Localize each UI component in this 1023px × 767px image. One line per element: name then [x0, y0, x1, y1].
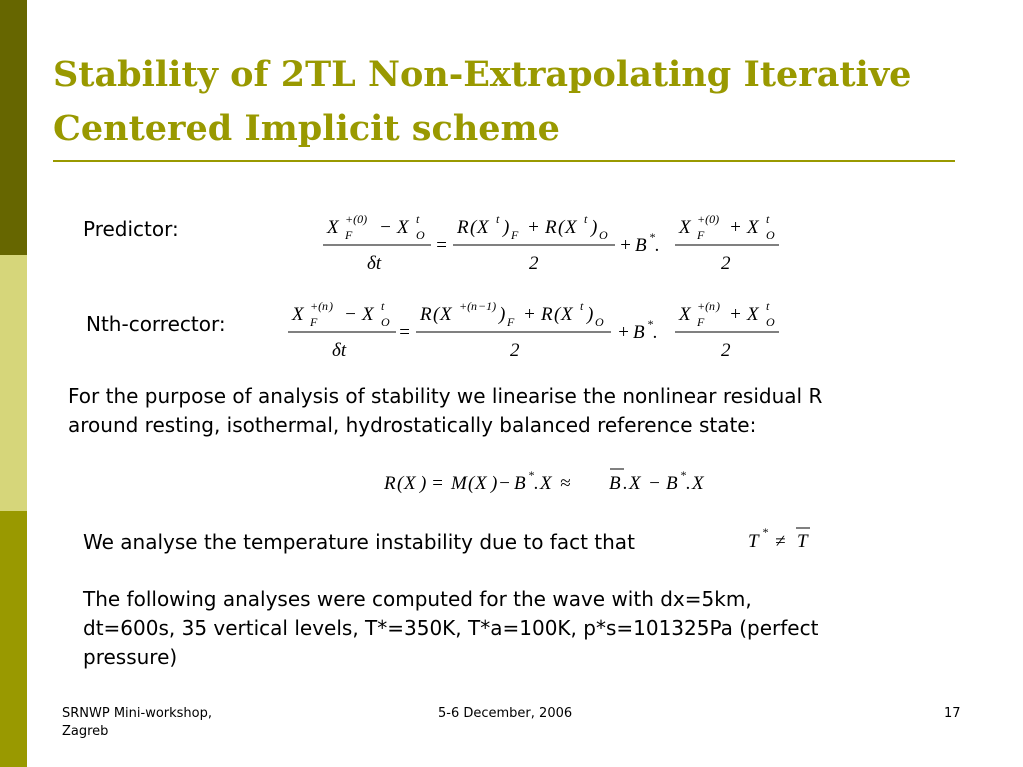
svg-text:X: X — [561, 304, 573, 325]
slide-title-line-1: Stability of 2TL Non-Extrapolating Iterative — [53, 54, 912, 95]
svg-text:(: ( — [468, 473, 475, 494]
svg-text:X: X — [692, 473, 704, 494]
svg-text:X: X — [477, 217, 489, 238]
footer-event — [62, 705, 212, 741]
sidebar-band-olive — [0, 511, 27, 767]
svg-text:*: * — [762, 525, 768, 539]
svg-text:*: * — [649, 230, 655, 244]
svg-text:O: O — [766, 315, 775, 329]
svg-text:X: X — [747, 217, 759, 238]
svg-text:+: + — [523, 304, 536, 325]
svg-text:−: − — [498, 473, 511, 494]
svg-text:t: t — [416, 212, 420, 226]
svg-text:+: + — [619, 235, 632, 256]
analyses-paragraph — [83, 585, 818, 672]
svg-text:(: ( — [433, 304, 440, 325]
svg-text:(: ( — [397, 473, 404, 494]
svg-text:): ) — [503, 217, 510, 238]
footer-event-line-1: SRNWP Mini-workshop, — [62, 706, 213, 721]
svg-text:X: X — [679, 304, 691, 325]
svg-text:(: ( — [554, 304, 561, 325]
svg-text:+(0): +(0) — [345, 212, 368, 226]
svg-text:δt: δt — [367, 253, 382, 274]
svg-text:B: B — [633, 322, 645, 343]
svg-text:X: X — [327, 217, 339, 238]
svg-text:R: R — [420, 304, 432, 325]
svg-text:X: X — [440, 304, 452, 325]
svg-text:−: − — [379, 217, 392, 238]
svg-text:O: O — [416, 228, 425, 242]
linearised-residual-equation — [378, 463, 728, 499]
sidebar-decoration — [0, 0, 27, 767]
svg-text:F: F — [697, 228, 705, 242]
svg-text:.: . — [623, 473, 628, 494]
corrector-equation — [280, 292, 795, 364]
svg-text:+(: +( — [459, 299, 472, 313]
svg-text:M: M — [451, 473, 467, 494]
footer-event-line-2: Zagreb — [62, 724, 109, 739]
svg-text:+: + — [617, 322, 630, 343]
svg-text:): ) — [329, 299, 333, 313]
svg-text:X: X — [292, 304, 304, 325]
svg-text:*: * — [528, 468, 534, 482]
svg-text:−1): −1) — [478, 299, 497, 313]
svg-text:F: F — [511, 228, 519, 242]
slide-title — [53, 48, 973, 156]
svg-text:(: ( — [470, 217, 477, 238]
footer-date: 5-6 December, 2006 — [438, 706, 573, 721]
svg-text:=: = — [398, 322, 411, 343]
linearisation-line-1: For the purpose of analysis of stability we linearise the nonlinear residual R — [68, 384, 823, 408]
svg-text:t: t — [381, 299, 385, 313]
svg-text:): ) — [499, 304, 506, 325]
svg-text:O: O — [381, 315, 390, 329]
svg-text:.: . — [653, 322, 658, 343]
svg-text:t: t — [584, 212, 588, 226]
title-underline — [53, 160, 955, 162]
svg-text:T: T — [748, 531, 759, 552]
svg-text:R: R — [384, 473, 396, 494]
svg-text:X: X — [679, 217, 691, 238]
svg-text:t: t — [766, 212, 770, 226]
svg-text:≠: ≠ — [775, 531, 786, 552]
svg-text:): ) — [491, 473, 498, 494]
temperature-paragraph — [83, 528, 635, 557]
svg-text:.: . — [686, 473, 691, 494]
svg-text:X: X — [747, 304, 759, 325]
svg-text:X: X — [540, 473, 552, 494]
sidebar-band-light — [0, 255, 27, 511]
linearisation-paragraph — [68, 382, 822, 440]
predictor-label: Predictor: — [83, 217, 179, 241]
slide-title-line-2: Centered Implicit scheme — [53, 108, 560, 149]
svg-text:B: B — [514, 473, 526, 494]
svg-text:X: X — [397, 217, 409, 238]
svg-text:X: X — [404, 473, 416, 494]
svg-text:F: F — [507, 315, 515, 329]
svg-text:=: = — [435, 235, 448, 256]
svg-text:+: + — [729, 304, 742, 325]
svg-text:B: B — [635, 235, 647, 256]
svg-text:F: F — [310, 315, 318, 329]
svg-text:*: * — [680, 468, 686, 482]
svg-text:+: + — [729, 217, 742, 238]
corrector-label: Nth-corrector: — [86, 312, 226, 336]
svg-text:R: R — [545, 217, 557, 238]
svg-text:): ) — [587, 304, 594, 325]
analyses-line-3: pressure) — [83, 645, 178, 669]
svg-text:=: = — [431, 473, 444, 494]
svg-text:B: B — [609, 473, 621, 494]
svg-text:2: 2 — [510, 340, 520, 361]
svg-text:−: − — [344, 304, 357, 325]
linearisation-line-2: around resting, isothermal, hydrostatically balanced reference state: — [68, 413, 757, 437]
temperature-inequality — [742, 522, 822, 556]
svg-text:n: n — [471, 299, 477, 313]
svg-text:*: * — [647, 317, 653, 331]
analyses-line-1: The following analyses were computed for the wave with dx=5km, — [83, 587, 752, 611]
svg-text:t: t — [496, 212, 500, 226]
sidebar-band-dark — [0, 0, 27, 255]
svg-text:2: 2 — [529, 253, 539, 274]
svg-text:≈: ≈ — [560, 473, 571, 494]
svg-text:X: X — [629, 473, 641, 494]
svg-text:R: R — [457, 217, 469, 238]
svg-text:(: ( — [558, 217, 565, 238]
svg-text:R: R — [541, 304, 553, 325]
svg-text:): ) — [420, 473, 427, 494]
slide-number: 17 — [944, 706, 961, 721]
svg-text:2: 2 — [721, 340, 731, 361]
svg-text:n: n — [322, 299, 328, 313]
svg-text:O: O — [766, 228, 775, 242]
analyses-line-2: dt=600s, 35 vertical levels, T*=350K, T*a=100K, p*s=101325Pa (perfect — [83, 616, 819, 640]
temperature-line: We analyse the temperature instability due to fact that — [83, 530, 635, 554]
svg-text:T: T — [797, 531, 808, 552]
svg-text:.: . — [655, 235, 660, 256]
svg-text:t: t — [580, 299, 584, 313]
svg-text:X: X — [362, 304, 374, 325]
svg-text:O: O — [599, 228, 608, 242]
svg-text:+(: +( — [310, 299, 323, 313]
svg-text:t: t — [766, 299, 770, 313]
svg-text:): ) — [716, 299, 720, 313]
svg-text:X: X — [565, 217, 577, 238]
svg-text:): ) — [591, 217, 598, 238]
svg-text:X: X — [475, 473, 487, 494]
svg-text:F: F — [697, 315, 705, 329]
svg-text:O: O — [595, 315, 604, 329]
svg-text:−: − — [648, 473, 661, 494]
svg-text:F: F — [345, 228, 353, 242]
svg-text:2: 2 — [721, 253, 731, 274]
svg-text:n: n — [709, 299, 715, 313]
svg-text:δt: δt — [332, 340, 347, 361]
predictor-equation — [315, 205, 795, 277]
svg-text:+: + — [527, 217, 540, 238]
svg-text:B: B — [666, 473, 678, 494]
svg-text:.: . — [534, 473, 539, 494]
svg-text:+(: +( — [697, 299, 710, 313]
svg-text:+(0): +(0) — [697, 212, 720, 226]
